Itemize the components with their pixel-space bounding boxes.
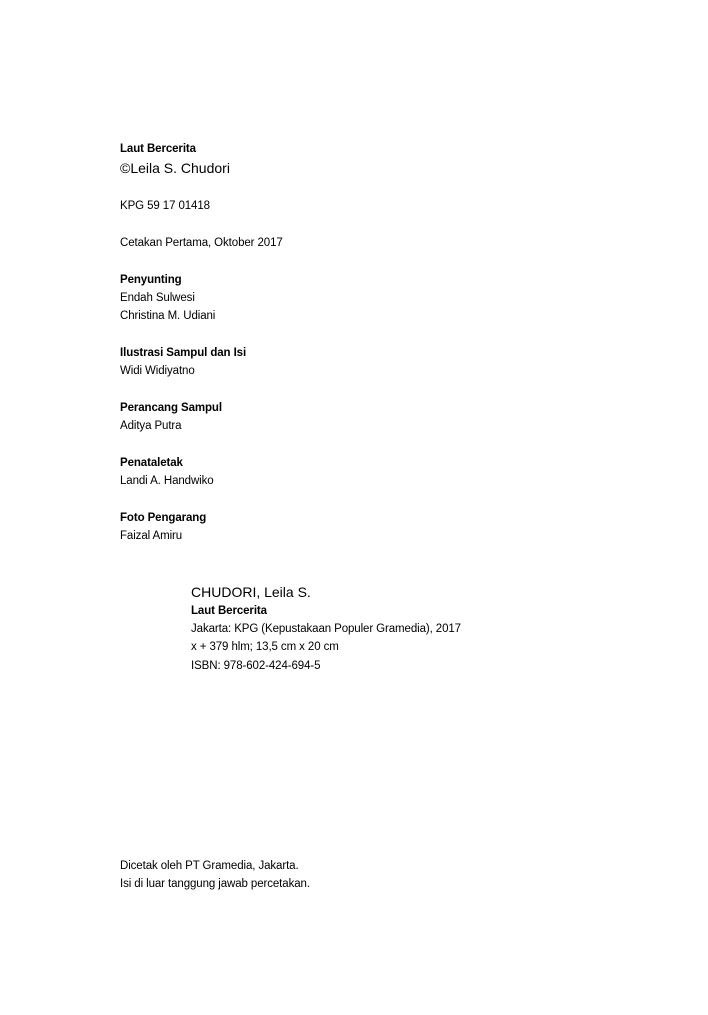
- credit-name: Widi Widiyatno: [120, 365, 195, 377]
- credit-heading-editor: Penyunting: [120, 274, 182, 286]
- credit-name: Faizal Amiru: [120, 530, 183, 542]
- credit-heading-author-photo: Foto Pengarang: [120, 512, 207, 524]
- printer-disclaimer: Isi di luar tanggung jawab percetakan.: [120, 878, 310, 890]
- book-title: Laut Bercerita: [120, 143, 196, 155]
- printer-line: Dicetak oleh PT Gramedia, Jakarta.: [120, 860, 299, 872]
- kpg-number: KPG 59 17 01418: [120, 200, 210, 212]
- credit-name: Aditya Putra: [120, 420, 182, 432]
- catalog-author: CHUDORI, Leila S.: [191, 584, 311, 600]
- catalog-title: Laut Bercerita: [191, 605, 267, 617]
- credit-name: Endah Sulwesi: [120, 292, 195, 304]
- credit-heading-layout: Penataletak: [120, 457, 183, 469]
- copyright-line: ©Leila S. Chudori: [120, 160, 230, 176]
- catalog-isbn: ISBN: 978-602-424-694-5: [191, 660, 321, 672]
- credit-heading-illustration: Ilustrasi Sampul dan Isi: [120, 347, 247, 359]
- catalog-publisher: Jakarta: KPG (Kepustakaan Populer Gramedia), 2017: [191, 623, 461, 635]
- catalog-extent: x + 379 hlm; 13,5 cm x 20 cm: [191, 641, 339, 653]
- credit-name: Christina M. Udiani: [120, 310, 216, 322]
- credit-name: Landi A. Handwiko: [120, 475, 214, 487]
- edition-line: Cetakan Pertama, Oktober 2017: [120, 237, 283, 249]
- credit-heading-cover-designer: Perancang Sampul: [120, 402, 222, 414]
